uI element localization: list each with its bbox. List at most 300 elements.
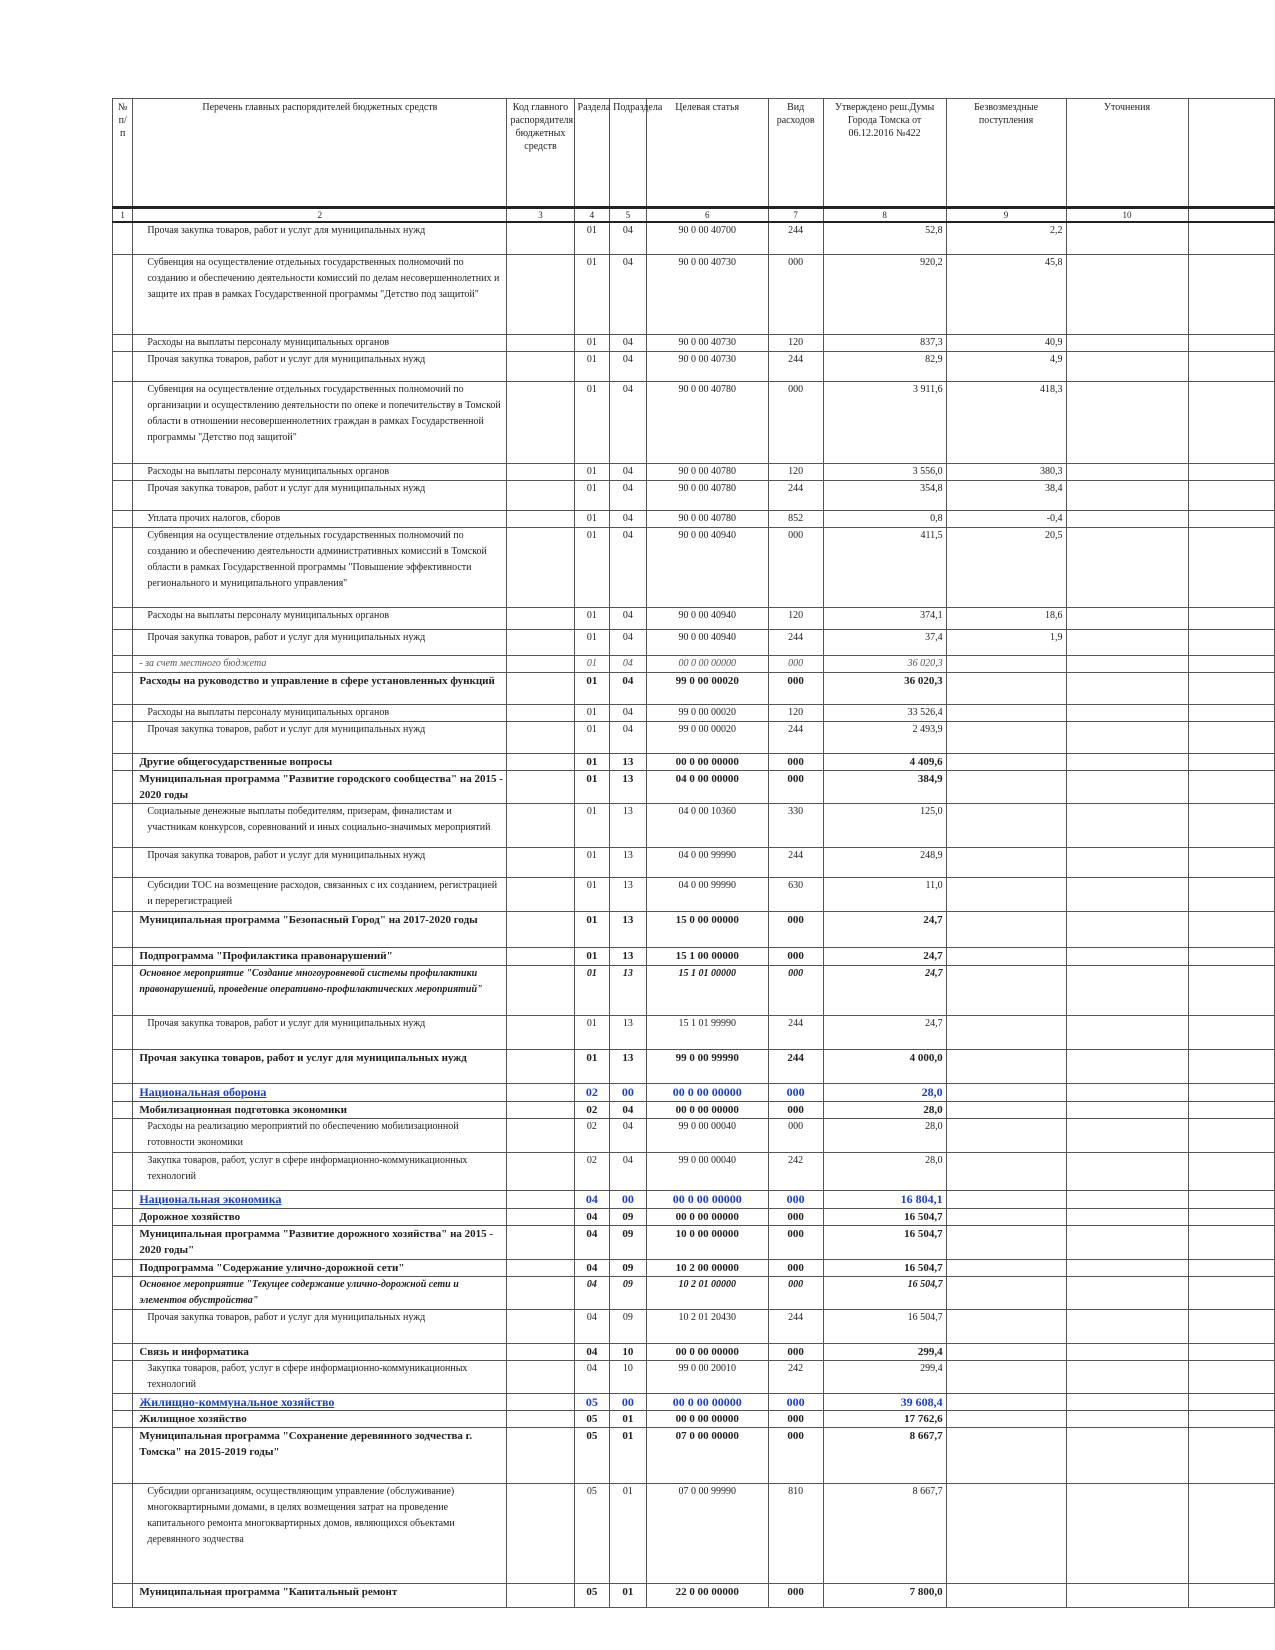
- row-subsection: 04: [610, 527, 647, 607]
- row-code: [507, 1483, 574, 1583]
- row-approved: 4 409,6: [823, 753, 946, 770]
- row-refinement: [1066, 334, 1188, 351]
- row-cut-off: [1188, 1276, 1274, 1309]
- row-name: Расходы на выплаты персоналу муниципальных органов: [133, 607, 507, 629]
- row-approved: 374,1: [823, 607, 946, 629]
- row-name: Субсидии ТОС на возмещение расходов, связанных с их созданием, регистрацией и перерегистрацией: [133, 877, 507, 911]
- row-expense-type: 000: [768, 1208, 823, 1225]
- row-code: [507, 847, 574, 877]
- row-name: Мобилизационная подготовка экономики: [133, 1101, 507, 1118]
- row-refinement: [1066, 1259, 1188, 1276]
- row-subsection: 04: [610, 334, 647, 351]
- table-row: [113, 1259, 1275, 1276]
- row-number: [113, 1427, 133, 1483]
- row-number: [113, 1276, 133, 1309]
- row-cut-off: [1188, 704, 1274, 721]
- row-refinement: [1066, 1208, 1188, 1225]
- row-target-article: 00 0 00 00000: [646, 1343, 768, 1360]
- row-cut-off: [1188, 1225, 1274, 1259]
- row-subsection: 13: [610, 1015, 647, 1049]
- table-row: [113, 847, 1275, 877]
- row-subsection: 04: [610, 254, 647, 334]
- row-target-article: 15 1 00 00000: [646, 947, 768, 965]
- row-section: 01: [574, 381, 610, 463]
- row-section: 01: [574, 222, 610, 254]
- row-name: Прочая закупка товаров, работ и услуг для муниципальных нужд: [133, 847, 507, 877]
- row-number: [113, 877, 133, 911]
- row-subsection: 04: [610, 655, 647, 672]
- row-subsection: 09: [610, 1208, 647, 1225]
- row-section: 01: [574, 672, 610, 704]
- row-expense-type: 000: [768, 1410, 823, 1427]
- row-cut-off: [1188, 721, 1274, 753]
- row-code: [507, 1118, 574, 1152]
- row-code: [507, 770, 574, 803]
- row-target-article: 10 2 01 00000: [646, 1276, 768, 1309]
- row-name: Муниципальная программа "Развитие дорожного хозяйства" на 2015 - 2020 годы": [133, 1225, 507, 1259]
- row-cut-off: [1188, 222, 1274, 254]
- row-target-article: 22 0 00 00000: [646, 1583, 768, 1607]
- row-section: 04: [574, 1276, 610, 1309]
- table-row: [113, 527, 1275, 607]
- row-number: [113, 655, 133, 672]
- row-section: 01: [574, 463, 610, 480]
- header-refinements: Уточнения: [1066, 99, 1188, 208]
- row-section: 05: [574, 1483, 610, 1583]
- row-code: [507, 1190, 574, 1208]
- row-section: 04: [574, 1225, 610, 1259]
- row-subsection: 09: [610, 1276, 647, 1309]
- row-cut-off: [1188, 607, 1274, 629]
- row-subsection: 04: [610, 463, 647, 480]
- row-cut-off: [1188, 480, 1274, 510]
- header-target-article: Целевая статья: [646, 99, 768, 208]
- row-refinement: [1066, 510, 1188, 527]
- row-expense-type: 000: [768, 947, 823, 965]
- row-refinement: [1066, 1190, 1188, 1208]
- row-name: Жилищное хозяйство: [133, 1410, 507, 1427]
- row-subsection: 13: [610, 965, 647, 1015]
- header-number: № п/п: [113, 99, 133, 208]
- row-refinement: [1066, 770, 1188, 803]
- column-number: 4: [574, 208, 610, 223]
- column-number: 10: [1066, 208, 1188, 223]
- row-refinement: [1066, 1483, 1188, 1583]
- row-code: [507, 1015, 574, 1049]
- row-approved: 248,9: [823, 847, 946, 877]
- row-cut-off: [1188, 877, 1274, 911]
- row-name: Субвенция на осуществление отдельных государственных полномочий по созданию и обеспечению деятельности комиссий по делам несовершеннолетних и защите их прав в рамках Государственной программы "Детство под защитой": [133, 254, 507, 334]
- row-code: [507, 1410, 574, 1427]
- row-number: [113, 334, 133, 351]
- row-refinement: [1066, 1101, 1188, 1118]
- table-row: [113, 1208, 1275, 1225]
- table-row: [113, 1427, 1275, 1483]
- row-expense-type: 000: [768, 655, 823, 672]
- row-cut-off: [1188, 1410, 1274, 1427]
- table-row: [113, 1360, 1275, 1393]
- row-target-article: 90 0 00 40940: [646, 629, 768, 655]
- budget-rows: [113, 222, 1275, 1607]
- row-subsection: 04: [610, 480, 647, 510]
- row-gratuitous: [946, 877, 1066, 911]
- row-section: 01: [574, 480, 610, 510]
- row-cut-off: [1188, 1583, 1274, 1607]
- row-approved: 24,7: [823, 911, 946, 947]
- row-approved: 384,9: [823, 770, 946, 803]
- row-target-article: 99 0 00 20010: [646, 1360, 768, 1393]
- row-code: [507, 254, 574, 334]
- row-expense-type: 000: [768, 965, 823, 1015]
- row-name: Расходы на выплаты персоналу муниципальных органов: [133, 334, 507, 351]
- row-code: [507, 381, 574, 463]
- row-target-article: 99 0 00 99990: [646, 1049, 768, 1083]
- row-gratuitous: 45,8: [946, 254, 1066, 334]
- row-refinement: [1066, 704, 1188, 721]
- row-cut-off: [1188, 1049, 1274, 1083]
- row-number: [113, 222, 133, 254]
- row-refinement: [1066, 877, 1188, 911]
- row-refinement: [1066, 381, 1188, 463]
- row-target-article: 04 0 00 99990: [646, 877, 768, 911]
- row-gratuitous: [946, 1049, 1066, 1083]
- row-number: [113, 1410, 133, 1427]
- row-gratuitous: [946, 1427, 1066, 1483]
- row-name: Муниципальная программа "Сохранение деревянного зодчества г. Томска" на 2015-2019 годы": [133, 1427, 507, 1483]
- row-approved: 411,5: [823, 527, 946, 607]
- row-number: [113, 381, 133, 463]
- row-name: Расходы на руководство и управление в сфере установленных функций: [133, 672, 507, 704]
- row-name: Субсидии организациям, осуществляющим управление (обслуживание) многоквартирными домами, в целях возмещения затрат на проведение капитального ремонта многоквартирных домов, являющихся объектами деревянного зодчества: [133, 1483, 507, 1583]
- row-number: [113, 629, 133, 655]
- row-target-article: 07 0 00 00000: [646, 1427, 768, 1483]
- row-number: [113, 753, 133, 770]
- row-target-article: 90 0 00 40940: [646, 607, 768, 629]
- row-subsection: 04: [610, 607, 647, 629]
- row-expense-type: 244: [768, 629, 823, 655]
- row-expense-type: 000: [768, 1583, 823, 1607]
- row-gratuitous: [946, 911, 1066, 947]
- row-code: [507, 1393, 574, 1410]
- row-expense-type: 000: [768, 911, 823, 947]
- row-name: Закупка товаров, работ, услуг в сфере информационно-коммуникационных технологий: [133, 1360, 507, 1393]
- row-target-article: 90 0 00 40730: [646, 254, 768, 334]
- row-expense-type: 852: [768, 510, 823, 527]
- row-code: [507, 803, 574, 847]
- row-gratuitous: -0,4: [946, 510, 1066, 527]
- row-gratuitous: [946, 1190, 1066, 1208]
- row-gratuitous: [946, 1259, 1066, 1276]
- row-gratuitous: [946, 1410, 1066, 1427]
- column-number: 5: [610, 208, 647, 223]
- row-code: [507, 463, 574, 480]
- row-target-article: 00 0 00 00000: [646, 1101, 768, 1118]
- row-approved: 837,3: [823, 334, 946, 351]
- table-row: [113, 1049, 1275, 1083]
- row-cut-off: [1188, 1393, 1274, 1410]
- row-expense-type: 000: [768, 527, 823, 607]
- row-name: Расходы на выплаты персоналу муниципальных органов: [133, 463, 507, 480]
- row-subsection: 13: [610, 1049, 647, 1083]
- row-target-article: 99 0 00 00020: [646, 721, 768, 753]
- row-expense-type: 810: [768, 1483, 823, 1583]
- row-target-article: 04 0 00 10360: [646, 803, 768, 847]
- row-subsection: 09: [610, 1259, 647, 1276]
- row-subsection: 13: [610, 911, 647, 947]
- row-gratuitous: 2,2: [946, 222, 1066, 254]
- row-code: [507, 655, 574, 672]
- row-section: 01: [574, 803, 610, 847]
- table-row: [113, 753, 1275, 770]
- header-distributors: Перечень главных распорядителей бюджетных средств: [133, 99, 507, 208]
- budget-table: [112, 98, 1275, 1608]
- row-cut-off: [1188, 753, 1274, 770]
- row-gratuitous: [946, 965, 1066, 1015]
- row-target-article: 10 0 00 00000: [646, 1225, 768, 1259]
- row-gratuitous: [946, 1583, 1066, 1607]
- table-row: [113, 1583, 1275, 1607]
- row-subsection: 01: [610, 1410, 647, 1427]
- row-approved: 28,0: [823, 1118, 946, 1152]
- row-target-article: 99 0 00 00040: [646, 1118, 768, 1152]
- row-number: [113, 911, 133, 947]
- row-code: [507, 480, 574, 510]
- row-number: [113, 1360, 133, 1393]
- row-refinement: [1066, 1225, 1188, 1259]
- row-target-article: 99 0 00 00040: [646, 1152, 768, 1190]
- row-cut-off: [1188, 803, 1274, 847]
- row-approved: 36 020,3: [823, 672, 946, 704]
- row-name: Уплата прочих налогов, сборов: [133, 510, 507, 527]
- table-row: [113, 480, 1275, 510]
- row-code: [507, 222, 574, 254]
- row-target-article: 90 0 00 40940: [646, 527, 768, 607]
- row-refinement: [1066, 222, 1188, 254]
- row-cut-off: [1188, 1083, 1274, 1101]
- row-code: [507, 1360, 574, 1393]
- budget-sheet: [112, 98, 1275, 1608]
- column-number-row: [113, 208, 1275, 223]
- row-number: [113, 254, 133, 334]
- row-number: [113, 607, 133, 629]
- row-number: [113, 947, 133, 965]
- row-cut-off: [1188, 1015, 1274, 1049]
- row-refinement: [1066, 1393, 1188, 1410]
- row-gratuitous: 38,4: [946, 480, 1066, 510]
- row-approved: 8 667,7: [823, 1427, 946, 1483]
- column-number: 6: [646, 208, 768, 223]
- row-name: Прочая закупка товаров, работ и услуг для муниципальных нужд: [133, 222, 507, 254]
- row-expense-type: 000: [768, 1393, 823, 1410]
- row-approved: 24,7: [823, 1015, 946, 1049]
- row-number: [113, 510, 133, 527]
- row-gratuitous: 1,9: [946, 629, 1066, 655]
- row-target-article: 04 0 00 00000: [646, 770, 768, 803]
- table-row: [113, 510, 1275, 527]
- row-section: 05: [574, 1410, 610, 1427]
- table-row: [113, 721, 1275, 753]
- row-section: 01: [574, 351, 610, 381]
- row-refinement: [1066, 1309, 1188, 1343]
- row-expense-type: 244: [768, 721, 823, 753]
- row-target-article: 00 0 00 00000: [646, 655, 768, 672]
- table-row: [113, 381, 1275, 463]
- row-target-article: 00 0 00 00000: [646, 1190, 768, 1208]
- row-section: 04: [574, 1208, 610, 1225]
- row-cut-off: [1188, 947, 1274, 965]
- row-gratuitous: [946, 1015, 1066, 1049]
- row-name: Прочая закупка товаров, работ и услуг для муниципальных нужд: [133, 1015, 507, 1049]
- row-expense-type: 000: [768, 1083, 823, 1101]
- row-expense-type: 244: [768, 351, 823, 381]
- row-name: Подпрограмма "Профилактика правонарушений": [133, 947, 507, 965]
- row-subsection: 04: [610, 721, 647, 753]
- row-subsection: 04: [610, 672, 647, 704]
- row-name: Муниципальная программа "Безопасный Город" на 2017-2020 годы: [133, 911, 507, 947]
- row-expense-type: 120: [768, 334, 823, 351]
- row-cut-off: [1188, 1360, 1274, 1393]
- row-cut-off: [1188, 463, 1274, 480]
- row-approved: 16 804,1: [823, 1190, 946, 1208]
- row-approved: 16 504,7: [823, 1309, 946, 1343]
- row-approved: 28,0: [823, 1152, 946, 1190]
- row-gratuitous: [946, 803, 1066, 847]
- row-code: [507, 607, 574, 629]
- row-code: [507, 629, 574, 655]
- row-approved: 28,0: [823, 1101, 946, 1118]
- row-subsection: 04: [610, 1101, 647, 1118]
- row-expense-type: 120: [768, 607, 823, 629]
- row-section: 01: [574, 770, 610, 803]
- row-code: [507, 965, 574, 1015]
- row-subsection: 09: [610, 1309, 647, 1343]
- row-number: [113, 770, 133, 803]
- table-row: [113, 1152, 1275, 1190]
- row-section: 01: [574, 965, 610, 1015]
- table-row: [113, 334, 1275, 351]
- row-refinement: [1066, 607, 1188, 629]
- row-section: 01: [574, 629, 610, 655]
- row-approved: 299,4: [823, 1360, 946, 1393]
- row-number: [113, 351, 133, 381]
- row-section: 01: [574, 334, 610, 351]
- row-name: Другие общегосударственные вопросы: [133, 753, 507, 770]
- row-subsection: 04: [610, 1152, 647, 1190]
- row-approved: 36 020,3: [823, 655, 946, 672]
- row-refinement: [1066, 1083, 1188, 1101]
- row-subsection: 04: [610, 351, 647, 381]
- row-target-article: 10 2 00 00000: [646, 1259, 768, 1276]
- row-gratuitous: [946, 704, 1066, 721]
- row-subsection: 00: [610, 1083, 647, 1101]
- table-row: [113, 655, 1275, 672]
- row-name: Прочая закупка товаров, работ и услуг для муниципальных нужд: [133, 351, 507, 381]
- row-expense-type: 000: [768, 1343, 823, 1360]
- row-subsection: 04: [610, 222, 647, 254]
- row-refinement: [1066, 911, 1188, 947]
- row-number: [113, 803, 133, 847]
- row-code: [507, 672, 574, 704]
- table-row: [113, 1393, 1275, 1410]
- row-expense-type: 000: [768, 770, 823, 803]
- table-row: [113, 1483, 1275, 1583]
- row-section: 04: [574, 1360, 610, 1393]
- row-number: [113, 1083, 133, 1101]
- table-row: [113, 629, 1275, 655]
- row-refinement: [1066, 1152, 1188, 1190]
- row-expense-type: 244: [768, 1015, 823, 1049]
- row-gratuitous: [946, 1101, 1066, 1118]
- table-row: [113, 947, 1275, 965]
- table-row: [113, 911, 1275, 947]
- header-gratuitous: Безвозмездные поступления: [946, 99, 1066, 208]
- row-expense-type: 000: [768, 1118, 823, 1152]
- table-row: [113, 1343, 1275, 1360]
- row-expense-type: 000: [768, 1190, 823, 1208]
- row-subsection: 10: [610, 1343, 647, 1360]
- row-refinement: [1066, 753, 1188, 770]
- row-subsection: 10: [610, 1360, 647, 1393]
- row-gratuitous: [946, 1360, 1066, 1393]
- row-section: 01: [574, 704, 610, 721]
- row-section: 01: [574, 527, 610, 607]
- row-subsection: 13: [610, 770, 647, 803]
- table-row: [113, 1276, 1275, 1309]
- row-approved: 3 556,0: [823, 463, 946, 480]
- table-row: [113, 1083, 1275, 1101]
- row-code: [507, 1427, 574, 1483]
- row-subsection: 00: [610, 1190, 647, 1208]
- column-number: 2: [133, 208, 507, 223]
- row-gratuitous: [946, 655, 1066, 672]
- row-target-article: 00 0 00 00000: [646, 1410, 768, 1427]
- row-target-article: 90 0 00 40730: [646, 351, 768, 381]
- row-section: 02: [574, 1101, 610, 1118]
- table-row: [113, 1410, 1275, 1427]
- row-expense-type: 244: [768, 480, 823, 510]
- table-row: [113, 222, 1275, 254]
- row-refinement: [1066, 847, 1188, 877]
- row-number: [113, 1309, 133, 1343]
- table-row: [113, 704, 1275, 721]
- row-subsection: 04: [610, 510, 647, 527]
- row-code: [507, 704, 574, 721]
- row-refinement: [1066, 463, 1188, 480]
- table-row: [113, 672, 1275, 704]
- row-expense-type: 330: [768, 803, 823, 847]
- row-approved: 299,4: [823, 1343, 946, 1360]
- row-code: [507, 1083, 574, 1101]
- row-number: [113, 965, 133, 1015]
- row-approved: 8 667,7: [823, 1483, 946, 1583]
- row-gratuitous: 4,9: [946, 351, 1066, 381]
- row-number: [113, 1190, 133, 1208]
- row-gratuitous: [946, 1083, 1066, 1101]
- row-gratuitous: 418,3: [946, 381, 1066, 463]
- row-target-article: 90 0 00 40780: [646, 463, 768, 480]
- row-approved: 28,0: [823, 1083, 946, 1101]
- row-expense-type: 244: [768, 1309, 823, 1343]
- row-cut-off: [1188, 1101, 1274, 1118]
- row-gratuitous: [946, 672, 1066, 704]
- row-name: Муниципальная программа "Капитальный ремонт: [133, 1583, 507, 1607]
- row-number: [113, 1101, 133, 1118]
- row-refinement: [1066, 1410, 1188, 1427]
- row-subsection: 04: [610, 629, 647, 655]
- row-refinement: [1066, 947, 1188, 965]
- row-approved: 52,8: [823, 222, 946, 254]
- row-approved: 4 000,0: [823, 1049, 946, 1083]
